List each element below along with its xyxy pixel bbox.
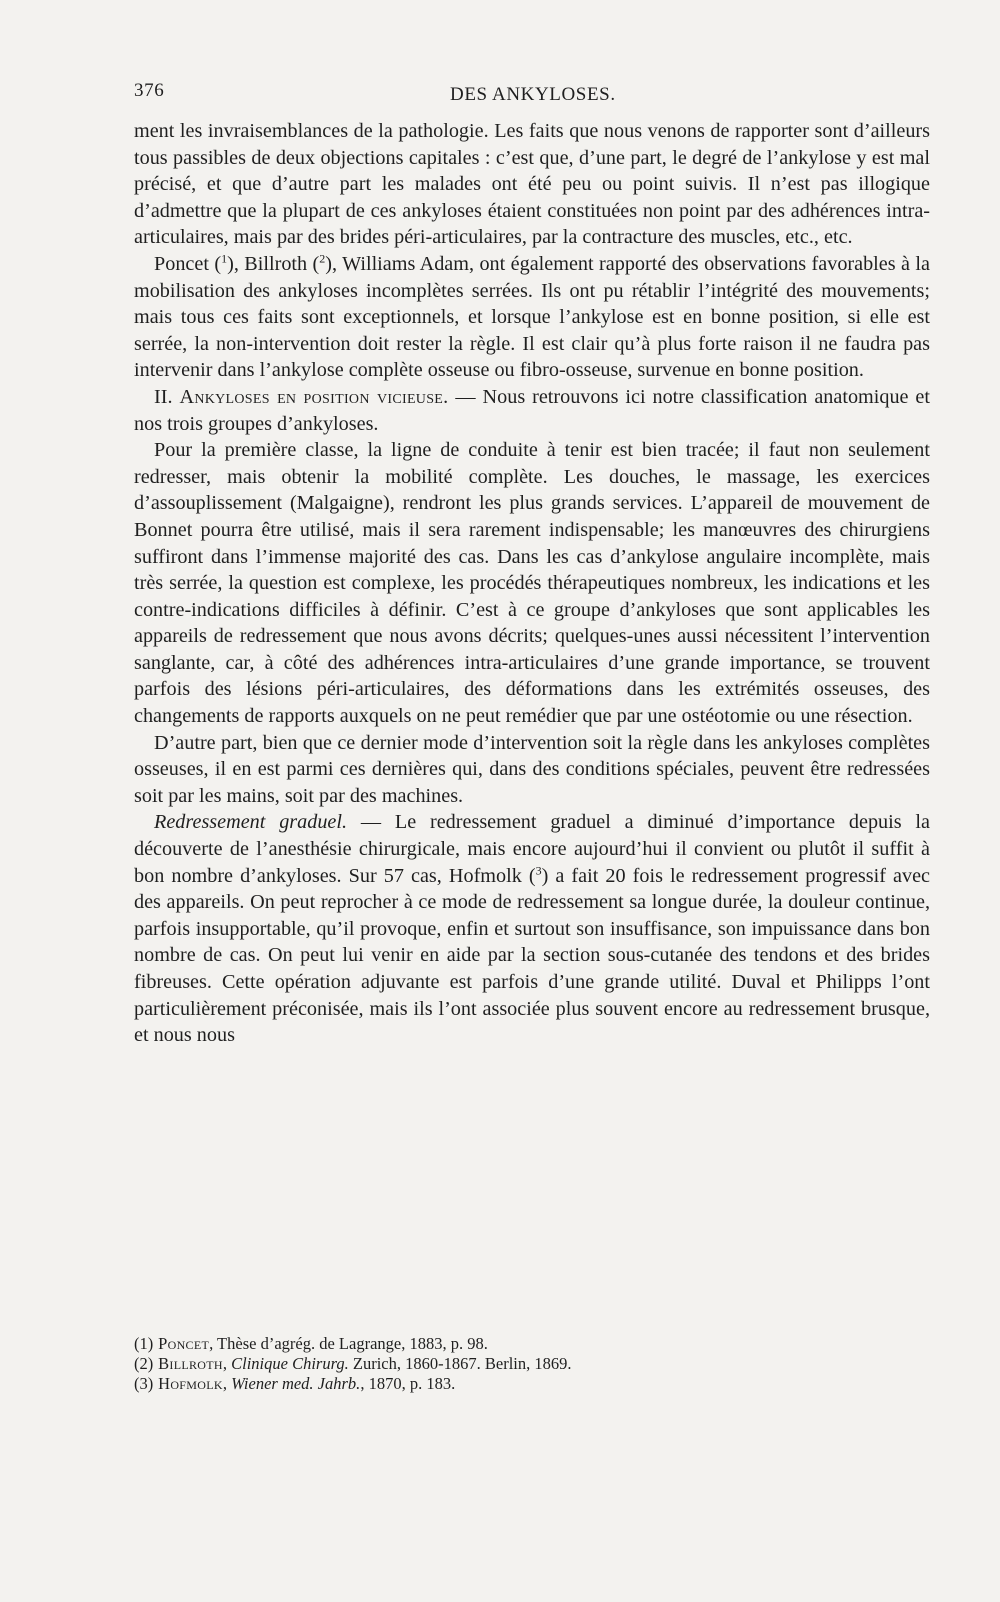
page-number: 376 (134, 80, 165, 101)
paragraph-1: ment les invraisemblances de la pathologie. Les faits que nous venons de rapporter sont d’ailleurs tous passibles de deux objections capitales : c’est que, d’une part, le degré de l’ankylose y est mal précisé, et que d’autre part les malades ont été peu ou point suivis. Il n’est pas illogique d’admettre que la plupart de ces ankyloses étaient constituées non point par des adhérences intra-articulaires, mais par des brides péri-articulaires, par la contracture des muscles, etc., etc. (134, 120, 930, 249)
body-text (134, 118, 930, 1049)
footnote-mark: (1) (134, 1334, 154, 1353)
paragraph-6 (134, 809, 930, 1048)
footnote-work-title: Clinique Chirurg. (231, 1354, 349, 1373)
footnote-author: Billroth (158, 1354, 223, 1373)
paragraph-3-text: — Nous retrouvons ici notre classification anatomique et nos trois groupes d’ankyloses. (134, 385, 931, 435)
subsection-heading: Redressement graduel. (154, 811, 348, 834)
paragraph-3 (134, 384, 930, 437)
footnote-text: , Thèse d’agrég. de Lagrange, 1883, p. 98. (209, 1334, 488, 1353)
page-header (134, 80, 934, 104)
footnote-1 (134, 1334, 924, 1354)
paragraph-2 (134, 251, 930, 384)
footnote-author: Poncet (158, 1334, 210, 1353)
footnote-ref-3: 3 (535, 862, 542, 877)
running-title: DES ANKYLOSES. (450, 84, 616, 105)
footnote-author: Hofmolk (158, 1374, 223, 1393)
footnote-work-title: Wiener med. Jahrb. (231, 1374, 361, 1393)
section-numeral: II. (154, 385, 173, 408)
footnote-ref-2: 2 (319, 251, 326, 266)
footnote-text: Zurich, 1860-1867. Berlin, 1869. (348, 1354, 572, 1373)
footnotes (134, 1334, 924, 1394)
paragraph-6-part-a: — Le redressement graduel a diminué d’importance depuis la découverte de l’anesthésie chirurgicale, mais encore aujourd’hui il convient ou plutôt il suffit à bon nombre d’ankyloses. Sur 57 cas, Hofmolk ( (134, 811, 930, 887)
section-heading: Ankyloses en position vicieuse. (179, 385, 449, 408)
paragraph-2-part-a: Poncet ( (154, 252, 222, 275)
footnote-2: (2) Billroth, Clinique Chirurg. Zurich, 1860-1867. Berlin, 1869. (134, 1354, 572, 1373)
paragraph-5: D’autre part, bien que ce dernier mode d’intervention soit la règle dans les ankyloses complètes osseuses, il en est parmi ces dernières qui, dans des conditions spéciales, peuvent être redressées soit par les mains, soit par des machines. (134, 731, 930, 807)
paragraph-4: Pour la première classe, la ligne de conduite à tenir est bien tracée; il faut non seulement redresser, mais obtenir la mobilité complète. Les douches, le massage, les exercices d’assouplissement (Malgaigne), rendront les plus grands services. L’appareil de mouvement de Bonnet pourra être utilisé, mais il sera rarement indispensable; les manœuvres des chirurgiens suffiront dans l’immense majorité des cas. Dans les cas d’ankylose angulaire incomplète, mais très serrée, la question est complexe, les procédés thérapeutiques nombreux, les indications et les contre-indications difficiles à définir. C’est à ce groupe d’ankyloses que sont applicables les appareils de redressement que nous avons décrits; quelques-unes aussi nécessitent l’intervention sanglante, car, à côté des adhérences intra-articulaires d’une grande importance, se trouvent parfois des lésions péri-articulaires, des déformations dans les extrémités osseuses, des changements de rapports auxquels on ne peut remédier que par une ostéotomie ou une résection. (134, 439, 930, 728)
paragraph-6-part-b: ) a fait 20 fois le redressement progressif avec des appareils. On peut reprocher à ce mode de redressement sa longue durée, la douleur continue, parfois insupportable, qu’il provoque, enfin et surtout son insuffisance, son impuissance dans bon nombre de cas. On peut lui venir en aide par la section sous-cutanée des tendons et des brides fibreuses. Cette opération adjuvante est parfois d’une grande utilité. Duval et Philipps l’ont particulièrement préconisée, mais ils l’ont associée plus souvent encore au redressement brusque, et nous nous (134, 864, 930, 1047)
paragraph-2-part-b: ), Billroth ( (227, 252, 320, 275)
paragraph-2-part-c: ), Williams Adam, ont également rapporté des observations favorables à la mobilisation des ankyloses incomplètes serrées. Ils ont pu rétablir l’intégrité des mouvements; mais tous ces faits sont exceptionnels, et lorsque l’ankylose est en bonne position, si elle est serrée, la non-intervention doit rester la règle. Il est clair qu’à plus forte raison il ne faudra pas intervenir dans l’ankylose complète osseuse ou fibro-osseuse, survenue en bonne position. (134, 252, 930, 382)
footnote-3: (3) Hofmolk, Wiener med. Jahrb., 1870, p. 183. (134, 1374, 456, 1393)
footnote-ref-1: 1 (221, 251, 228, 266)
footnote-mark: (2) (134, 1354, 154, 1373)
footnote-mark: (3) (134, 1374, 154, 1393)
footnote-text: , 1870, p. 183. (360, 1374, 456, 1393)
